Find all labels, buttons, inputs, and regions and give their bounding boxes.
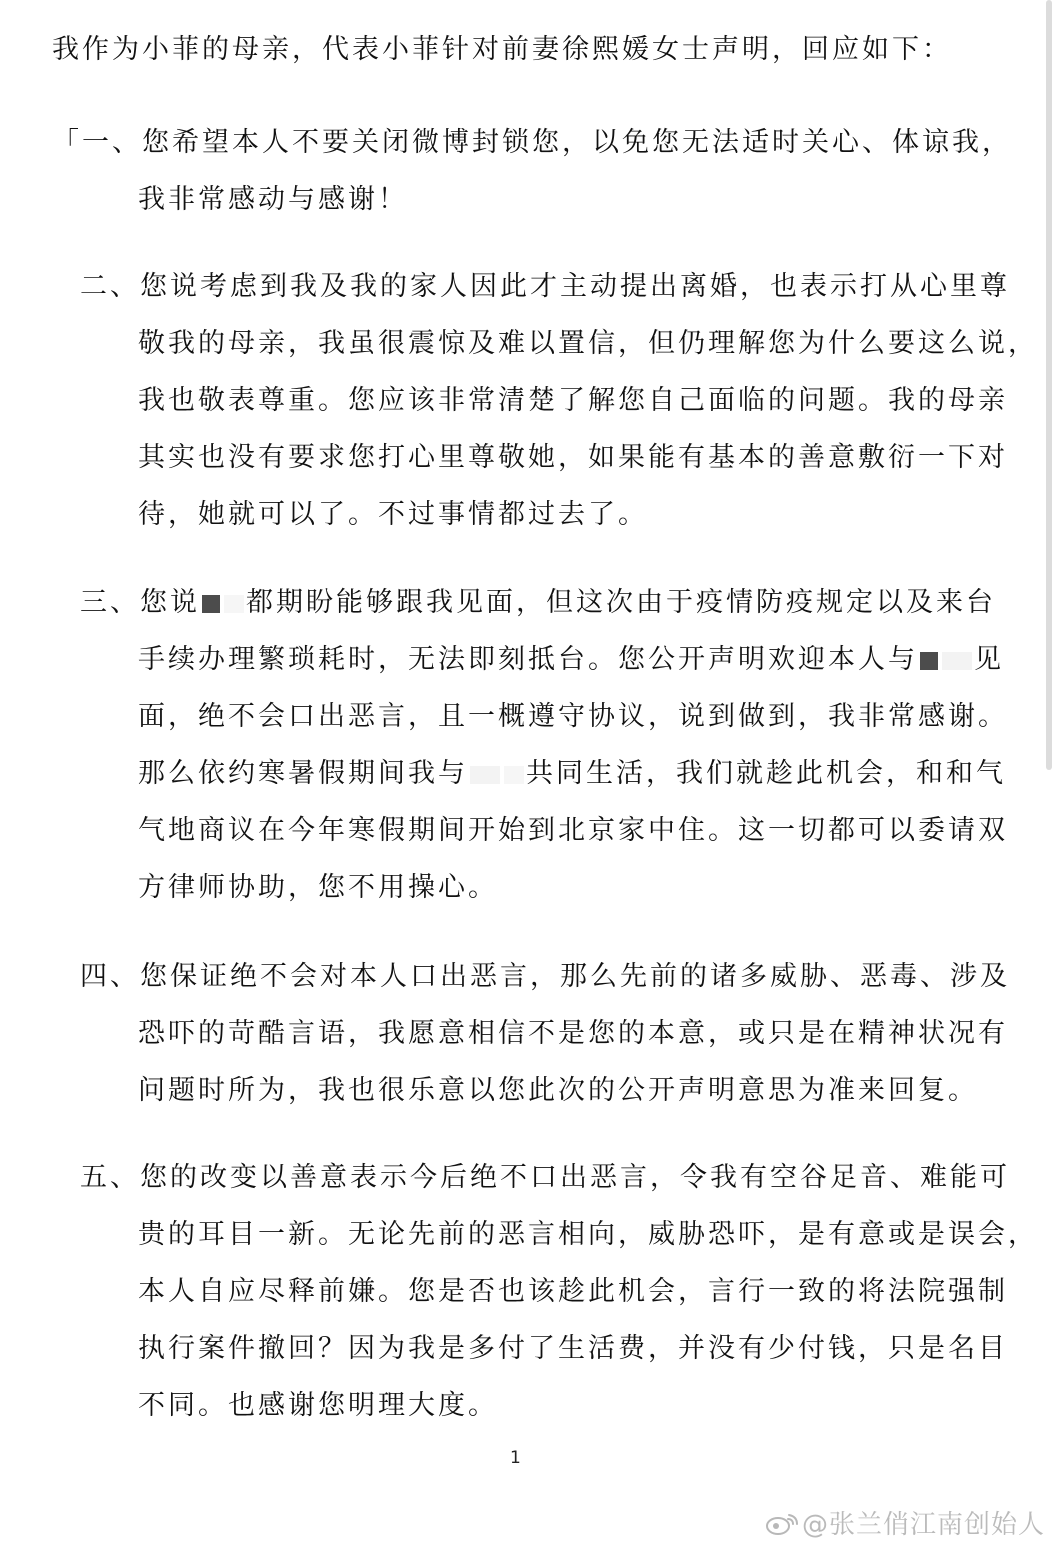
section-five-line-2: 贵的耳目一新。无论先前的恶言相向，威胁恐吓，是有意或是误会， <box>138 1219 1038 1250</box>
intro-line: 我作为小菲的母亲，代表小菲针对前妻徐熙媛女士声明，回应如下： <box>52 34 952 65</box>
section-five-line-4: 执行案件撤回？因为我是多付了生活费，并没有少付钱，只是名目 <box>138 1333 1008 1364</box>
section-two-line-2: 敬我的母亲，我虽很震惊及难以置信，但仍理解您为什么要这么说， <box>138 328 1038 359</box>
redaction-mask-light <box>942 652 972 670</box>
redaction-mask <box>202 595 220 613</box>
redaction-mask <box>920 652 938 670</box>
section-five-line-3: 本人自应尽释前嫌。您是否也该趁此机会，言行一致的将法院强制 <box>138 1276 1008 1307</box>
section-one-line-2: 我非常感动与感谢！ <box>138 184 408 215</box>
redaction-mask-light <box>470 766 500 784</box>
watermark-text: @张兰俏江南创始人 <box>802 1510 1046 1540</box>
section-three-line-4 <box>138 751 1006 790</box>
section-three-line-5: 气地商议在今年寒假期间开始到北京家中住。这一切都可以委请双 <box>138 815 1008 846</box>
section-three-line-2 <box>138 637 1004 676</box>
section-three-line-4-end: 共同生活，我们就趁此机会，和和气 <box>526 758 1006 789</box>
section-three-line-1 <box>80 580 996 619</box>
weibo-icon <box>764 1512 798 1536</box>
section-three-line-4-start: 那么依约寒暑假期间我与 <box>138 758 468 789</box>
section-one-line-1: 「一、您希望本人不要关闭微博封锁您，以免您无法适时关心、体谅我， <box>52 127 1012 158</box>
redaction-mask-light <box>504 766 524 784</box>
redaction-mask-light <box>224 595 244 613</box>
section-three-line-6: 方律师协助，您不用操心。 <box>138 872 498 903</box>
section-two-line-1: 二、您说考虑到我及我的家人因此才主动提出离婚，也表示打从心里尊 <box>80 271 1010 302</box>
section-five-line-5: 不同。也感谢您明理大度。 <box>138 1390 498 1421</box>
section-two-line-5: 待，她就可以了。不过事情都过去了。 <box>138 499 648 530</box>
section-three-line-1-end: 都期盼能够跟我见面，但这次由于疫情防疫规定以及来台 <box>246 587 996 618</box>
section-two-line-3: 我也敬表尊重。您应该非常清楚了解您自己面临的问题。我的母亲 <box>138 385 1008 416</box>
section-four-line-2: 恐吓的苛酷言语，我愿意相信不是您的本意，或只是在精神状况有 <box>138 1018 1008 1049</box>
section-two-line-4: 其实也没有要求您打心里尊敬她，如果能有基本的善意敷衍一下对 <box>138 442 1008 473</box>
section-three-line-2-start: 手续办理繁琐耗时，无法即刻抵台。您公开声明欢迎本人与 <box>138 644 918 675</box>
section-three-line-2-end: 见 <box>974 644 1004 675</box>
section-four-line-3: 问题时所为，我也很乐意以您此次的公开声明意思为准来回复。 <box>138 1075 978 1106</box>
weibo-watermark <box>764 1504 1045 1541</box>
section-three-line-3: 面，绝不会口出恶言，且一概遵守协议，说到做到，我非常感谢。 <box>138 701 1008 732</box>
section-three-line-1-start: 三、您说 <box>80 587 200 618</box>
scrollbar[interactable] <box>1046 0 1052 770</box>
page-number: 1 <box>510 1448 521 1468</box>
section-four-line-1: 四、您保证绝不会对本人口出恶言，那么先前的诸多威胁、恶毒、涉及 <box>80 961 1010 992</box>
section-five-line-1: 五、您的改变以善意表示今后绝不口出恶言，令我有空谷足音、难能可 <box>80 1162 1010 1193</box>
